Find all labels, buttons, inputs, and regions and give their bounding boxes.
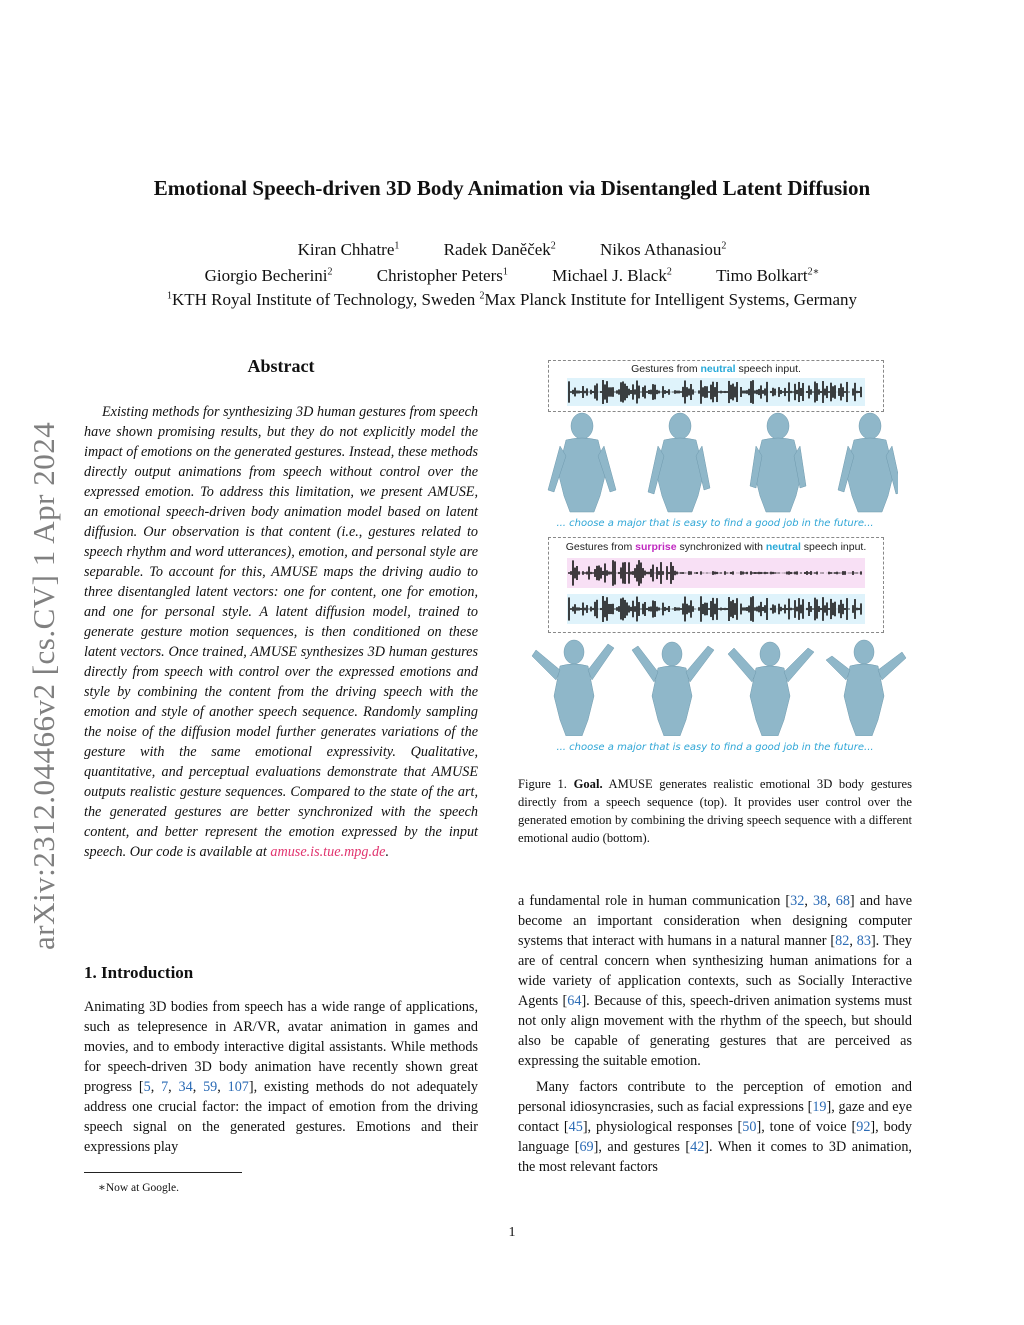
neutral-gesture-figures [538,412,898,516]
citation[interactable]: 92 [856,1119,871,1135]
citation[interactable]: 42 [690,1139,705,1155]
citation[interactable]: 34 [178,1079,193,1095]
paragraph: a fundamental role in human communication [32, 38, 68] and have become an important consideration when designing computer systems that interact with humans in a natural manner [82, 83]. They are of central concern when synthesizing human animations for a wide variety of application contexts, such as Socially Interactive Agents [64]. Because of this, speech-driven animation systems must not only align movement with the rhythm of the speech, but should also be capable of generating gestures that are perceived as expressing the suitable emotion. [518,893,913,1069]
authors-line-1 [0,240,1024,260]
paragraph: Many factors contribute to the perception of emotion and personal idiosyncrasies, such as facial expressions [19], gaze and eye contact [45], physiological responses [50], tone of voice [92], body language [69], and gestures [42]. When it comes to 3D animation, the most relevant factors [518,1079,912,1175]
section-heading-introduction: 1. Introduction [84,963,194,982]
avatar-figure [548,413,616,512]
footnote-rule [84,1172,242,1173]
citation[interactable]: 107 [227,1079,249,1095]
surprise-gesture-figures [518,636,912,736]
citation[interactable]: 50 [742,1119,757,1135]
intro-paragraph: Animating 3D bodies from speech has a wide range of applications, such as telepresence in AR/VR, avatar animation in games and movies, and to embody interactive digital assistants. While methods for speech-driven 3D body animation have recently shown great progress [5, 7, 34, 59, 107], existing methods do not adequately address one crucial factor: the impact of emotion from the driving speech signal on the generated gestures. Emotions and their expressions play [84,999,478,1155]
citation[interactable]: 7 [161,1079,169,1095]
citation[interactable]: 59 [203,1079,218,1095]
citation[interactable]: 82 [835,933,850,949]
avatar-figure [632,642,714,736]
author: Michael J. Black$^2$ [552,266,672,285]
citation[interactable]: 68 [835,893,850,909]
citation[interactable]: 32 [790,893,805,909]
project-link[interactable]: amuse.is.tue.mpg.de [270,844,386,860]
arxiv-id-text: arXiv:2312.04466v2 [cs.CV] 1 Apr 2024 [26,421,61,950]
author: Christopher Peters$^1$ [376,266,508,285]
author: Nikos Athanasiou$^2$ [600,240,727,259]
avatar-figure [826,640,906,736]
neutral-sentence: ... choose a major that is easy to find a good job in the future... [556,518,874,529]
avatar-figure [750,413,806,512]
right-column-text [518,891,912,1177]
avatar-figure [728,642,814,736]
avatar-figure [532,640,614,736]
arxiv-identifier [24,360,64,950]
avatar-figure [838,413,898,512]
footnote: ∗Now at Google. [98,1182,179,1194]
author: Giorgio Becherini$^2$ [204,266,333,285]
surprise-waveform [567,558,865,588]
citation[interactable]: 64 [567,993,582,1009]
authors-line-2 [0,266,1024,286]
surprise-audio-box [548,537,884,633]
citation[interactable]: 69 [579,1139,594,1155]
affiliations: $^1$KTH Royal Institute of Technology, Sweden $^2$Max Planck Institute for Intelligent Systems, Germany [166,290,858,309]
citation[interactable]: 5 [143,1079,151,1095]
neutral-waveform-2 [567,594,865,624]
surprise-box-label: Gestures from surprise synchronized with neutral speech input. [565,541,867,553]
abstract-heading: Abstract [247,356,315,376]
neutral-audio-box [548,360,884,412]
neutral-waveform [567,378,865,406]
page-number: 1 [508,1225,516,1240]
author: Timo Bolkart$^{2∗}$ [716,266,820,285]
paper-title: Emotional Speech-driven 3D Body Animation via Disentangled Latent Diffusion [153,176,871,200]
citation[interactable]: 38 [812,893,828,909]
avatar-figure [648,413,710,512]
citation[interactable]: 19 [812,1099,827,1115]
figure-1 [518,356,912,766]
neutral-box-label: Gestures from neutral speech input. [631,363,801,375]
citation[interactable]: 45 [568,1119,583,1135]
abstract-body: Existing methods for synthesizing 3D human gestures from speech have shown promising results, but they do not explicitly model the impact of emotions on the generated gestures. Instead, these methods directly output animations from speech without control over the expressed emotion. To address this limitation, we present AMUSE, an emotional speech-driven body animation model based on latent diffusion. Our observation is that content (i.e., gestures related to speech rhythm and word utterances), emotion, and personal style are separable. To account for this, AMUSE maps the driving audio to three disentangled latent vectors: one for content, one for emotion, and one for personal style. A latent diffusion model, trained to generate gesture motion sequences, is then conditioned on these latent vectors. Once trained, AMUSE synthesizes 3D human gestures directly from speech with control over the expressed emotions and style by combining the content from the driving speech with the emotion and style of another speech sequence. Randomly sampling the noise of the diffusion model further generates variations of the gesture with the same emotional expressivity. Qualitative, quantitative, and perceptual evaluations demonstrate that AMUSE outputs realistic gesture sequences. Compared to the state of the art, the generated gestures are better synchronized with the speech content, and better represent the emotion expressed by the input speech. Our code is available at amuse.is.tue.mpg.de. [84,404,478,860]
figure-1-caption: Figure 1. Goal. AMUSE generates realistic emotional 3D body gestures directly from a speech sequence (top). It provides user control over the generated emotion by combining the driving speech sequence with a different emotional audio (bottom). [518,777,912,845]
surprise-sentence: ... choose a major that is easy to find a good job in the future... [556,742,874,753]
author: Kiran Chhatre$^1$ [297,240,400,259]
author: Radek Daněček$^2$ [443,240,556,259]
citation[interactable]: 83 [856,933,871,949]
